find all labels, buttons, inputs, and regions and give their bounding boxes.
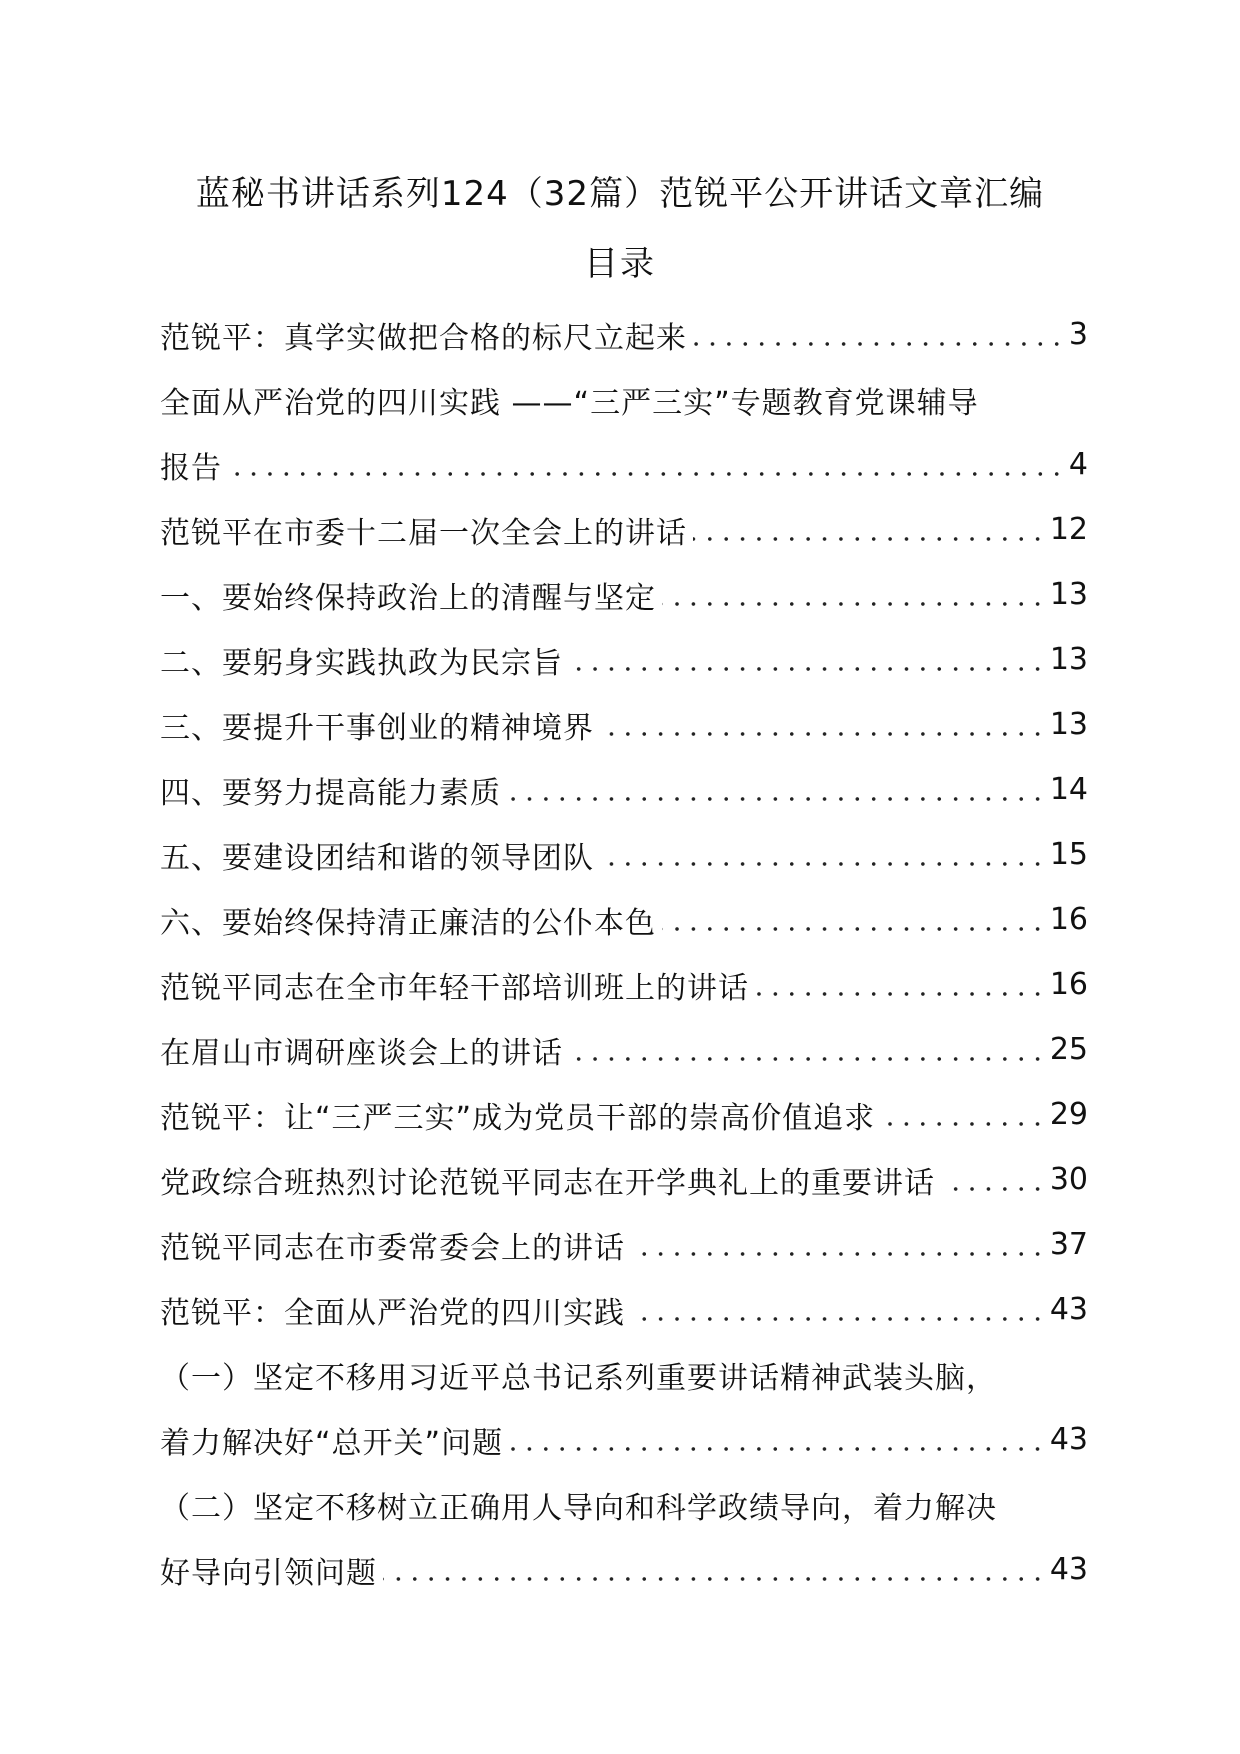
- dot-leader: [941, 1185, 1046, 1193]
- toc-entry-title: 一、要始终保持政治上的清醒与坚定: [160, 580, 656, 616]
- dot-leader: [755, 990, 1046, 998]
- dot-leader: [600, 730, 1046, 738]
- toc-entry-title: 范锐平：真学实做把合格的标尺立起来: [160, 320, 687, 356]
- toc-entry-page: 13: [1049, 642, 1088, 677]
- toc-entry-page: 12: [1049, 512, 1088, 547]
- dot-leader: [693, 535, 1046, 543]
- toc-entry[interactable]: [160, 432, 1088, 497]
- toc-entry-title: 在眉山市调研座谈会上的讲话: [160, 1035, 563, 1071]
- toc-entry-page: 4: [1068, 447, 1088, 482]
- dot-leader: [509, 1445, 1046, 1453]
- toc-entry[interactable]: [160, 887, 1088, 952]
- dot-leader: [383, 1575, 1046, 1583]
- toc-entry-page: 25: [1049, 1032, 1088, 1067]
- toc-entry[interactable]: [160, 1277, 1088, 1342]
- toc-entry-title: 报告: [160, 450, 222, 486]
- dot-leader: [507, 795, 1046, 803]
- toc-entry-title: 四、要努力提高能力素质: [160, 775, 501, 811]
- toc-entry[interactable]: [160, 627, 1088, 692]
- dot-leader: [569, 1055, 1046, 1063]
- toc-entry[interactable]: [160, 822, 1088, 887]
- toc-entry-page: 37: [1049, 1227, 1088, 1262]
- dot-leader: [631, 1315, 1046, 1323]
- toc-entry[interactable]: [160, 952, 1088, 1017]
- table-of-contents: [160, 302, 1088, 1602]
- toc-entry-title: 好导向引领问题: [160, 1555, 377, 1591]
- toc-entry-title: 五、要建设团结和谐的领导团队: [160, 840, 594, 876]
- toc-entry-page: 30: [1049, 1162, 1088, 1197]
- toc-entry-title: 全面从严治党的四川实践 ——“三严三实”专题教育党课辅导: [160, 385, 979, 421]
- dot-leader: [662, 600, 1046, 608]
- toc-entry-title: 范锐平同志在全市年轻干部培训班上的讲话: [160, 970, 749, 1006]
- toc-entry-title: 党政综合班热烈讨论范锐平同志在开学典礼上的重要讲话: [160, 1165, 935, 1201]
- toc-heading: 目录: [584, 244, 656, 284]
- toc-entry-title: 着力解决好“总开关”问题: [160, 1425, 504, 1461]
- toc-entry-title: 范锐平在市委十二届一次全会上的讲话: [160, 515, 687, 551]
- dot-leader: [228, 470, 1065, 478]
- toc-entry-page: 16: [1049, 902, 1088, 937]
- toc-entry[interactable]: [160, 1342, 1088, 1407]
- toc-entry-title: 三、要提升干事创业的精神境界: [160, 710, 594, 746]
- toc-entry[interactable]: [160, 1082, 1088, 1147]
- toc-entry[interactable]: [160, 1147, 1088, 1212]
- toc-entry-page: 43: [1049, 1422, 1088, 1457]
- dot-leader: [662, 925, 1046, 933]
- toc-entry[interactable]: [160, 367, 1088, 432]
- toc-entry[interactable]: [160, 692, 1088, 757]
- toc-entry-title: 六、要始终保持清正廉洁的公仆本色: [160, 905, 656, 941]
- toc-entry-page: 13: [1049, 707, 1088, 742]
- toc-entry-page: 15: [1049, 837, 1088, 872]
- toc-entry-page: 14: [1049, 772, 1088, 807]
- toc-entry[interactable]: [160, 1537, 1088, 1602]
- toc-entry[interactable]: [160, 562, 1088, 627]
- toc-entry[interactable]: [160, 497, 1088, 562]
- toc-entry[interactable]: [160, 1407, 1088, 1472]
- dot-leader: [600, 860, 1046, 868]
- toc-entry[interactable]: [160, 757, 1088, 822]
- document-title: 蓝秘书讲话系列124（32篇）范锐平公开讲话文章汇编: [195, 174, 1045, 214]
- toc-entry-page: 29: [1049, 1097, 1088, 1132]
- dot-leader: [631, 1250, 1046, 1258]
- toc-entry-page: 43: [1049, 1292, 1088, 1327]
- toc-entry-title: 范锐平同志在市委常委会上的讲话: [160, 1230, 625, 1266]
- toc-entry-title: 二、要躬身实践执政为民宗旨: [160, 645, 563, 681]
- dot-leader: [881, 1120, 1046, 1128]
- toc-entry[interactable]: [160, 1017, 1088, 1082]
- toc-entry-page: 13: [1049, 577, 1088, 612]
- toc-entry-title: （一）坚定不移用习近平总书记系列重要讲话精神武装头脑，: [160, 1360, 997, 1396]
- toc-entry[interactable]: [160, 1212, 1088, 1277]
- toc-entry[interactable]: [160, 302, 1088, 367]
- toc-entry-title: 范锐平：全面从严治党的四川实践: [160, 1295, 625, 1331]
- dot-leader: [693, 340, 1065, 348]
- toc-entry-page: 43: [1049, 1552, 1088, 1587]
- toc-entry-title: 范锐平：让“三严三实”成为党员干部的崇高价值追求: [160, 1100, 876, 1136]
- dot-leader: [569, 665, 1046, 673]
- toc-entry-page: 16: [1049, 967, 1088, 1002]
- toc-entry-title: （二）坚定不移树立正确用人导向和科学政绩导向，着力解决: [160, 1490, 997, 1526]
- toc-entry-page: 3: [1068, 317, 1088, 352]
- toc-entry[interactable]: [160, 1472, 1088, 1537]
